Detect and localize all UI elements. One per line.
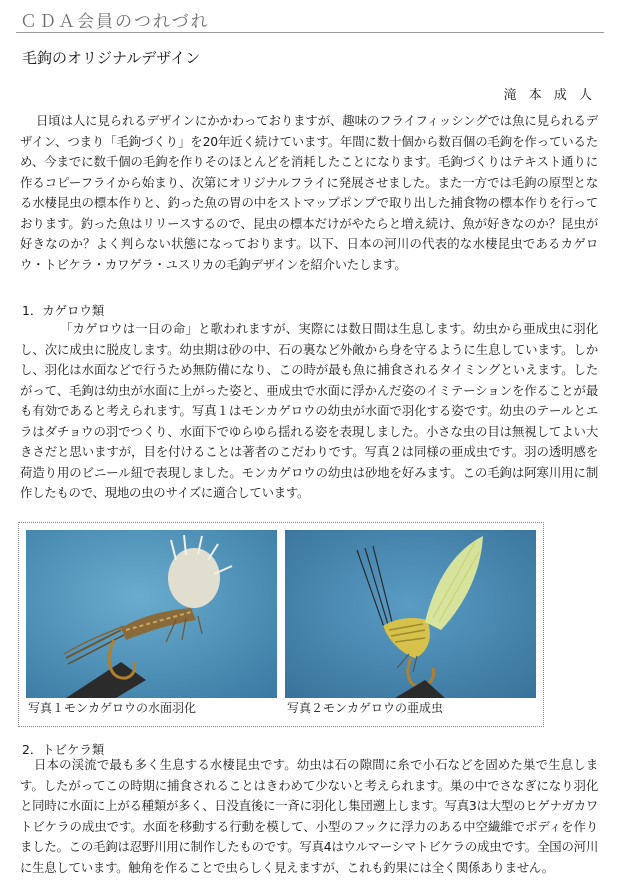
caddis-paragraph: 日本の渓流で最も多く生息する水棲昆虫です。幼虫は石の隙間に糸で小石などを固めた巣で生息します。したがってこの時期に捕食されることはきわめて少ないと考えられます。巣の中でさなぎになり羽化と同時に水面に上がる種類が多く、日没直後に一斉に羽化し集団遡上します。写真3は大型のヒゲナガカワトビケラの成虫です。水面を移動する行動を模して、小型のフックに浮力のある中空繊維でボディを作りました。この毛鉤は忍野川用に制作したものです。写真4はウルマーシマトビケラの成虫です。全国の河川に生息しています。触角を作ることで虫らしく見えますが、これも釣果には全く関係ありません。 xyxy=(20,757,598,875)
photo-mayfly-dun xyxy=(285,530,536,698)
section-header xyxy=(16,4,604,33)
photo-panel xyxy=(18,522,544,727)
section-heading-mayfly: 1．カゲロウ類 xyxy=(22,303,105,318)
header-title: ＣＤＡ会員のつれづれ xyxy=(20,12,210,32)
intro-paragraph: 日頃は人に見られるデザインにかかわっておりますが、趣味のフライフィッシングでは魚に見られるデザイン、つまり「毛鉤づくり」を20年近く続けています。年間に数十個から数百個の毛鉤を作っているため、今までに数千個の毛鉤を作りそのほとんどを消耗したことになります。毛鉤づくりはテキスト通りに作るコピーフライから始まり、次第にオリジナルフライに発展させました。また一方では毛鉤の原型となる水棲昆虫の標本作りと、釣った魚の胃の中をストマップポンプで取り出した捕食物の標本作りを行っております。釣った魚はリリースするので、昆虫の標本だけがやたらと増え続け、魚が好きなのか？昆虫が好きなのか？よく判らない状態になっております。以下、日本の河川の代表的な水棲昆虫であるカゲロウ・トビケラ・カワゲラ・ユスリカの毛鉤デザインを紹介いたします。 xyxy=(20,113,598,272)
author-name: 滝 本 成 人 xyxy=(503,88,596,103)
photo-mayfly-emerger xyxy=(26,530,277,698)
photo1-caption: 写真１モンカゲロウの水面羽化 xyxy=(26,698,277,718)
mayfly-paragraph: 「カゲロウは一日の命」と歌われますが、実際には数日間は生息します。幼虫から亜成虫に羽化し、次に成虫に脱皮します。幼虫期は砂の中、石の裏など外敵から身を守るように生息しています。しかし、羽化は水面などで行うため無防備になり、この時が最も魚に捕食されるタイミングといえます。したがって、毛鉤は幼虫が水面に上がった姿と、亜成虫で水面に浮かんだ姿のイミテーションを作ることが最も有効であると考えられます。写真１はモンカゲロウの幼虫が水面で羽化する姿です。幼虫のテールとエラはダチョウの羽でつくり、水面下でゆらゆら揺れる姿を表現しました。小さな虫の目は無視してよい大きさだと思いますが，目を付けることは著者のこだわりです。写真２は同様の亜成虫です。羽の透明感を荷造り用のビニール紐で表現しました。モンカゲロウの幼虫は砂地を好みます。この毛鉤は阿寒川用に制作したもので、現地の虫のサイズに適合しています。 xyxy=(20,321,598,500)
section-heading-caddis: 2．トビケラ類 xyxy=(22,742,105,757)
photo2-caption: 写真２モンカゲロウの亜成虫 xyxy=(285,698,536,718)
article-title: 毛鉤のオリジナルデザイン xyxy=(22,49,201,67)
